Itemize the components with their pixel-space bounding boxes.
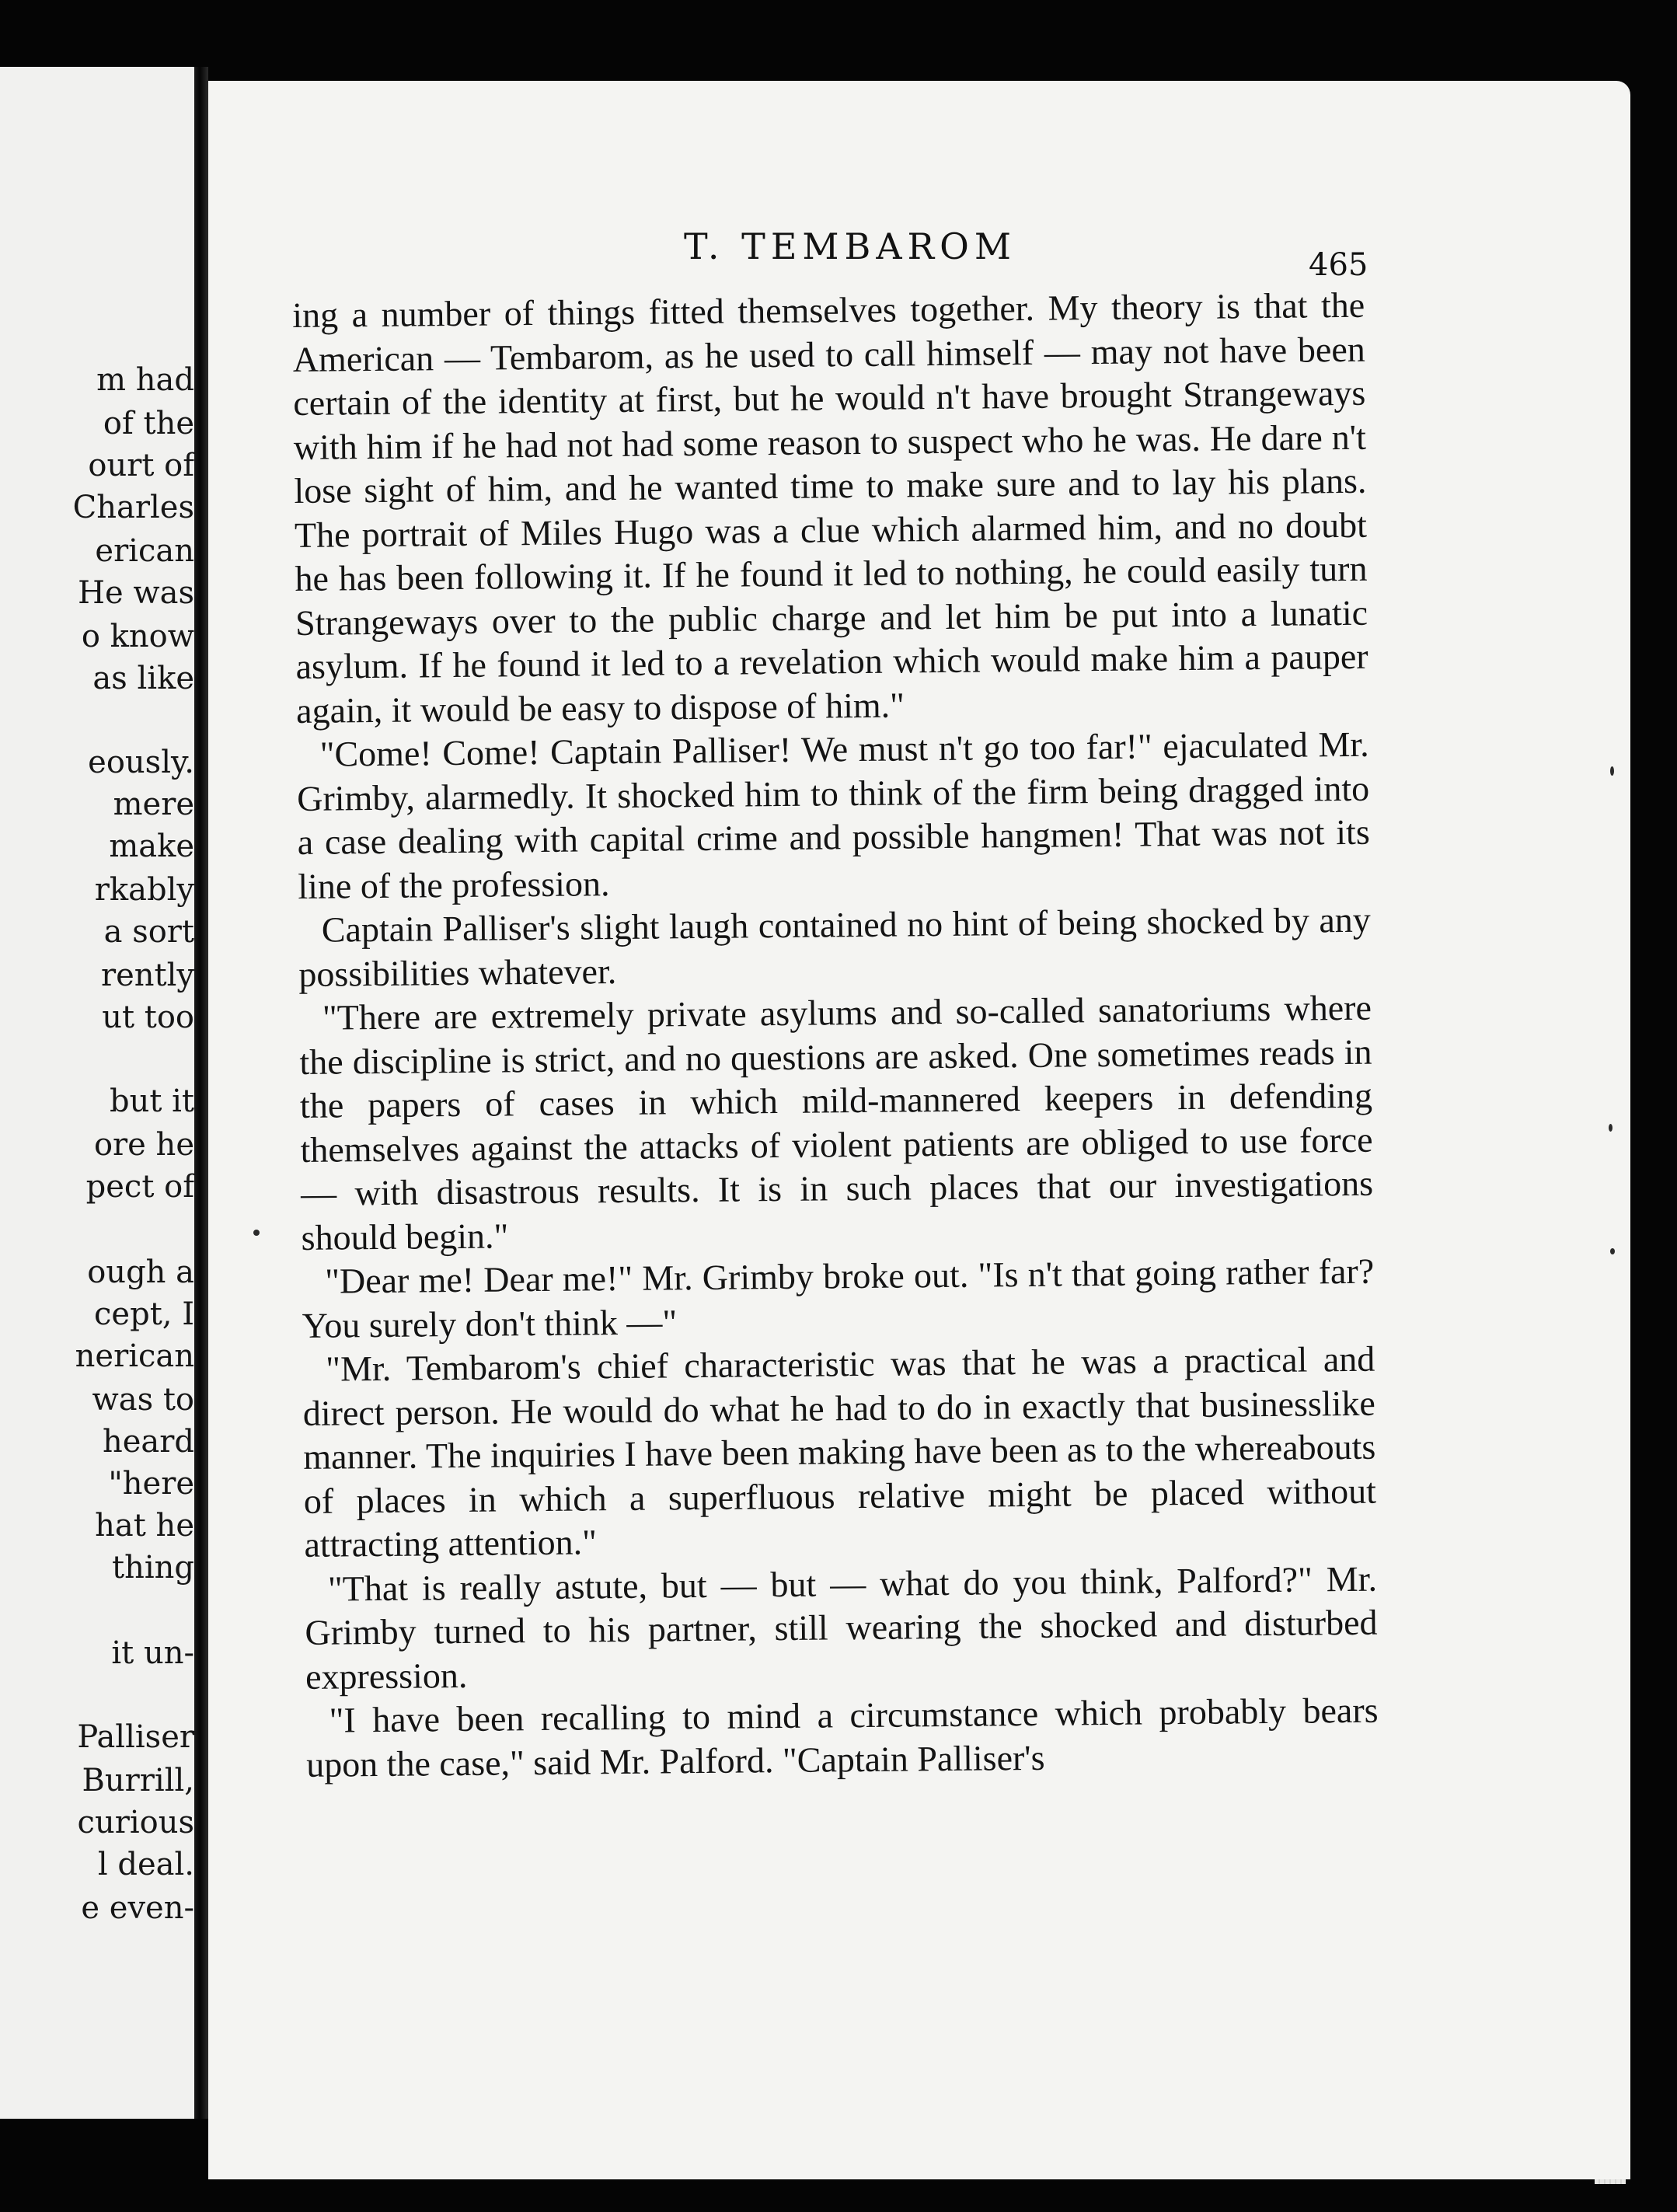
ink-speck	[1610, 766, 1614, 776]
left-line: l deal.	[97, 1847, 194, 1882]
left-line: rkably	[94, 872, 194, 908]
left-line: a sort	[103, 914, 194, 950]
left-line: ourt of	[88, 448, 194, 483]
left-line: Burrill,	[82, 1763, 194, 1799]
left-line: of the	[103, 406, 194, 441]
paragraph: "Come! Come! Captain Palliser! We must n't go too far!" ejaculated Mr. Grimby, alarmedly. It shocked him to think of the firm being dragged into a case dealing with capital crime and possible hangmen! That was not its line of the profession.	[296, 724, 1370, 906]
left-line: erican	[95, 533, 194, 569]
left-line: was to	[92, 1382, 194, 1418]
ink-speck	[253, 1230, 260, 1236]
page-number: 465	[1309, 247, 1368, 283]
left-line: as like	[92, 661, 194, 696]
left-line: rently	[100, 958, 194, 993]
paragraph: "I have been recalling to mind a circumstance which probably bears upon the case," said Mr. Palford. "Captain Palliser's	[305, 1690, 1379, 1785]
ink-speck	[1609, 1124, 1612, 1132]
left-line: make	[109, 829, 194, 864]
left-line: curious	[77, 1805, 194, 1840]
left-line: mere	[113, 787, 194, 822]
paragraph: "Dear me! Dear me!" Mr. Grimby broke out. "Is n't that going rather far? You surely don't think —"	[302, 1251, 1375, 1345]
running-title: T. TEMBAROM	[684, 225, 1016, 267]
paragraph: "Mr. Tembarom's chief characteristic was that he was a practical and direct person. He would do what he had to do in exactly that businesslike manner. The inquiries I have been making have been as to the whereabouts of places in which a superfluous relative might be placed without attracting attention."	[302, 1338, 1377, 1565]
left-line: ough a	[87, 1254, 194, 1290]
left-line: eously.	[88, 745, 194, 780]
left-facing-page	[0, 67, 197, 2119]
left-line: heard	[102, 1424, 194, 1460]
left-line: thing	[112, 1550, 194, 1586]
paragraph: Captain Palliser's slight laugh contained no hint of being shocked by any possibilities whatever.	[298, 899, 1372, 994]
left-line: "here	[108, 1466, 194, 1502]
paragraph: ing a number of things fitted themselves together. My theory is that the American — Tembarom, as he used to call himself — may not have been certain of the identity at first, but he would n't have brought Strangeways with him if he had not had some reason to suspect who he was. He dare n't lose sight of him, and he wanted time to make sure and to lay his plans. The portrait of Miles Hugo was a clue which alarmed him, and no doubt he has been following it. If he found it led to nothing, he could easily turn Strangeways over to the public charge and let him be put into a lunatic asylum. If he found it led to a revelation which would make him a pauper again, it would be easy to dispose of him."	[292, 284, 1368, 731]
left-line: m had	[96, 362, 194, 398]
left-line: pect of	[85, 1169, 194, 1205]
book-spine-gutter	[194, 67, 208, 2119]
left-line: it un-	[111, 1635, 194, 1671]
left-line: ut too	[102, 1000, 194, 1035]
paragraph: "There are extremely private asylums and so-called sanatoriums where the discipline is strict, and no questions are asked. One sometimes reads in the papers of cases in which mild-mannered keepers in defending themselves against the attacks of violent patients are obliged to use force — with disastrous results. It is in such places that our investigations should begin."	[299, 987, 1374, 1258]
left-line: nerican	[75, 1338, 194, 1374]
left-line: e even-	[81, 1890, 194, 1926]
left-line: He was	[78, 575, 194, 611]
left-line: but it	[109, 1083, 194, 1119]
left-line: cept, I	[94, 1296, 194, 1332]
left-line: o know	[81, 619, 194, 654]
left-line: Charles	[72, 490, 194, 525]
left-line: Palliser	[77, 1719, 194, 1755]
body-text	[292, 284, 1379, 1787]
paragraph: "That is really astute, but — but — what do you think, Palford?" Mr. Grimby turned to his partner, still wearing the shocked and disturbed expression.	[305, 1558, 1378, 1697]
ink-speck	[1610, 1248, 1615, 1254]
left-line: ore he	[93, 1127, 194, 1163]
left-line: hat he	[95, 1508, 194, 1544]
